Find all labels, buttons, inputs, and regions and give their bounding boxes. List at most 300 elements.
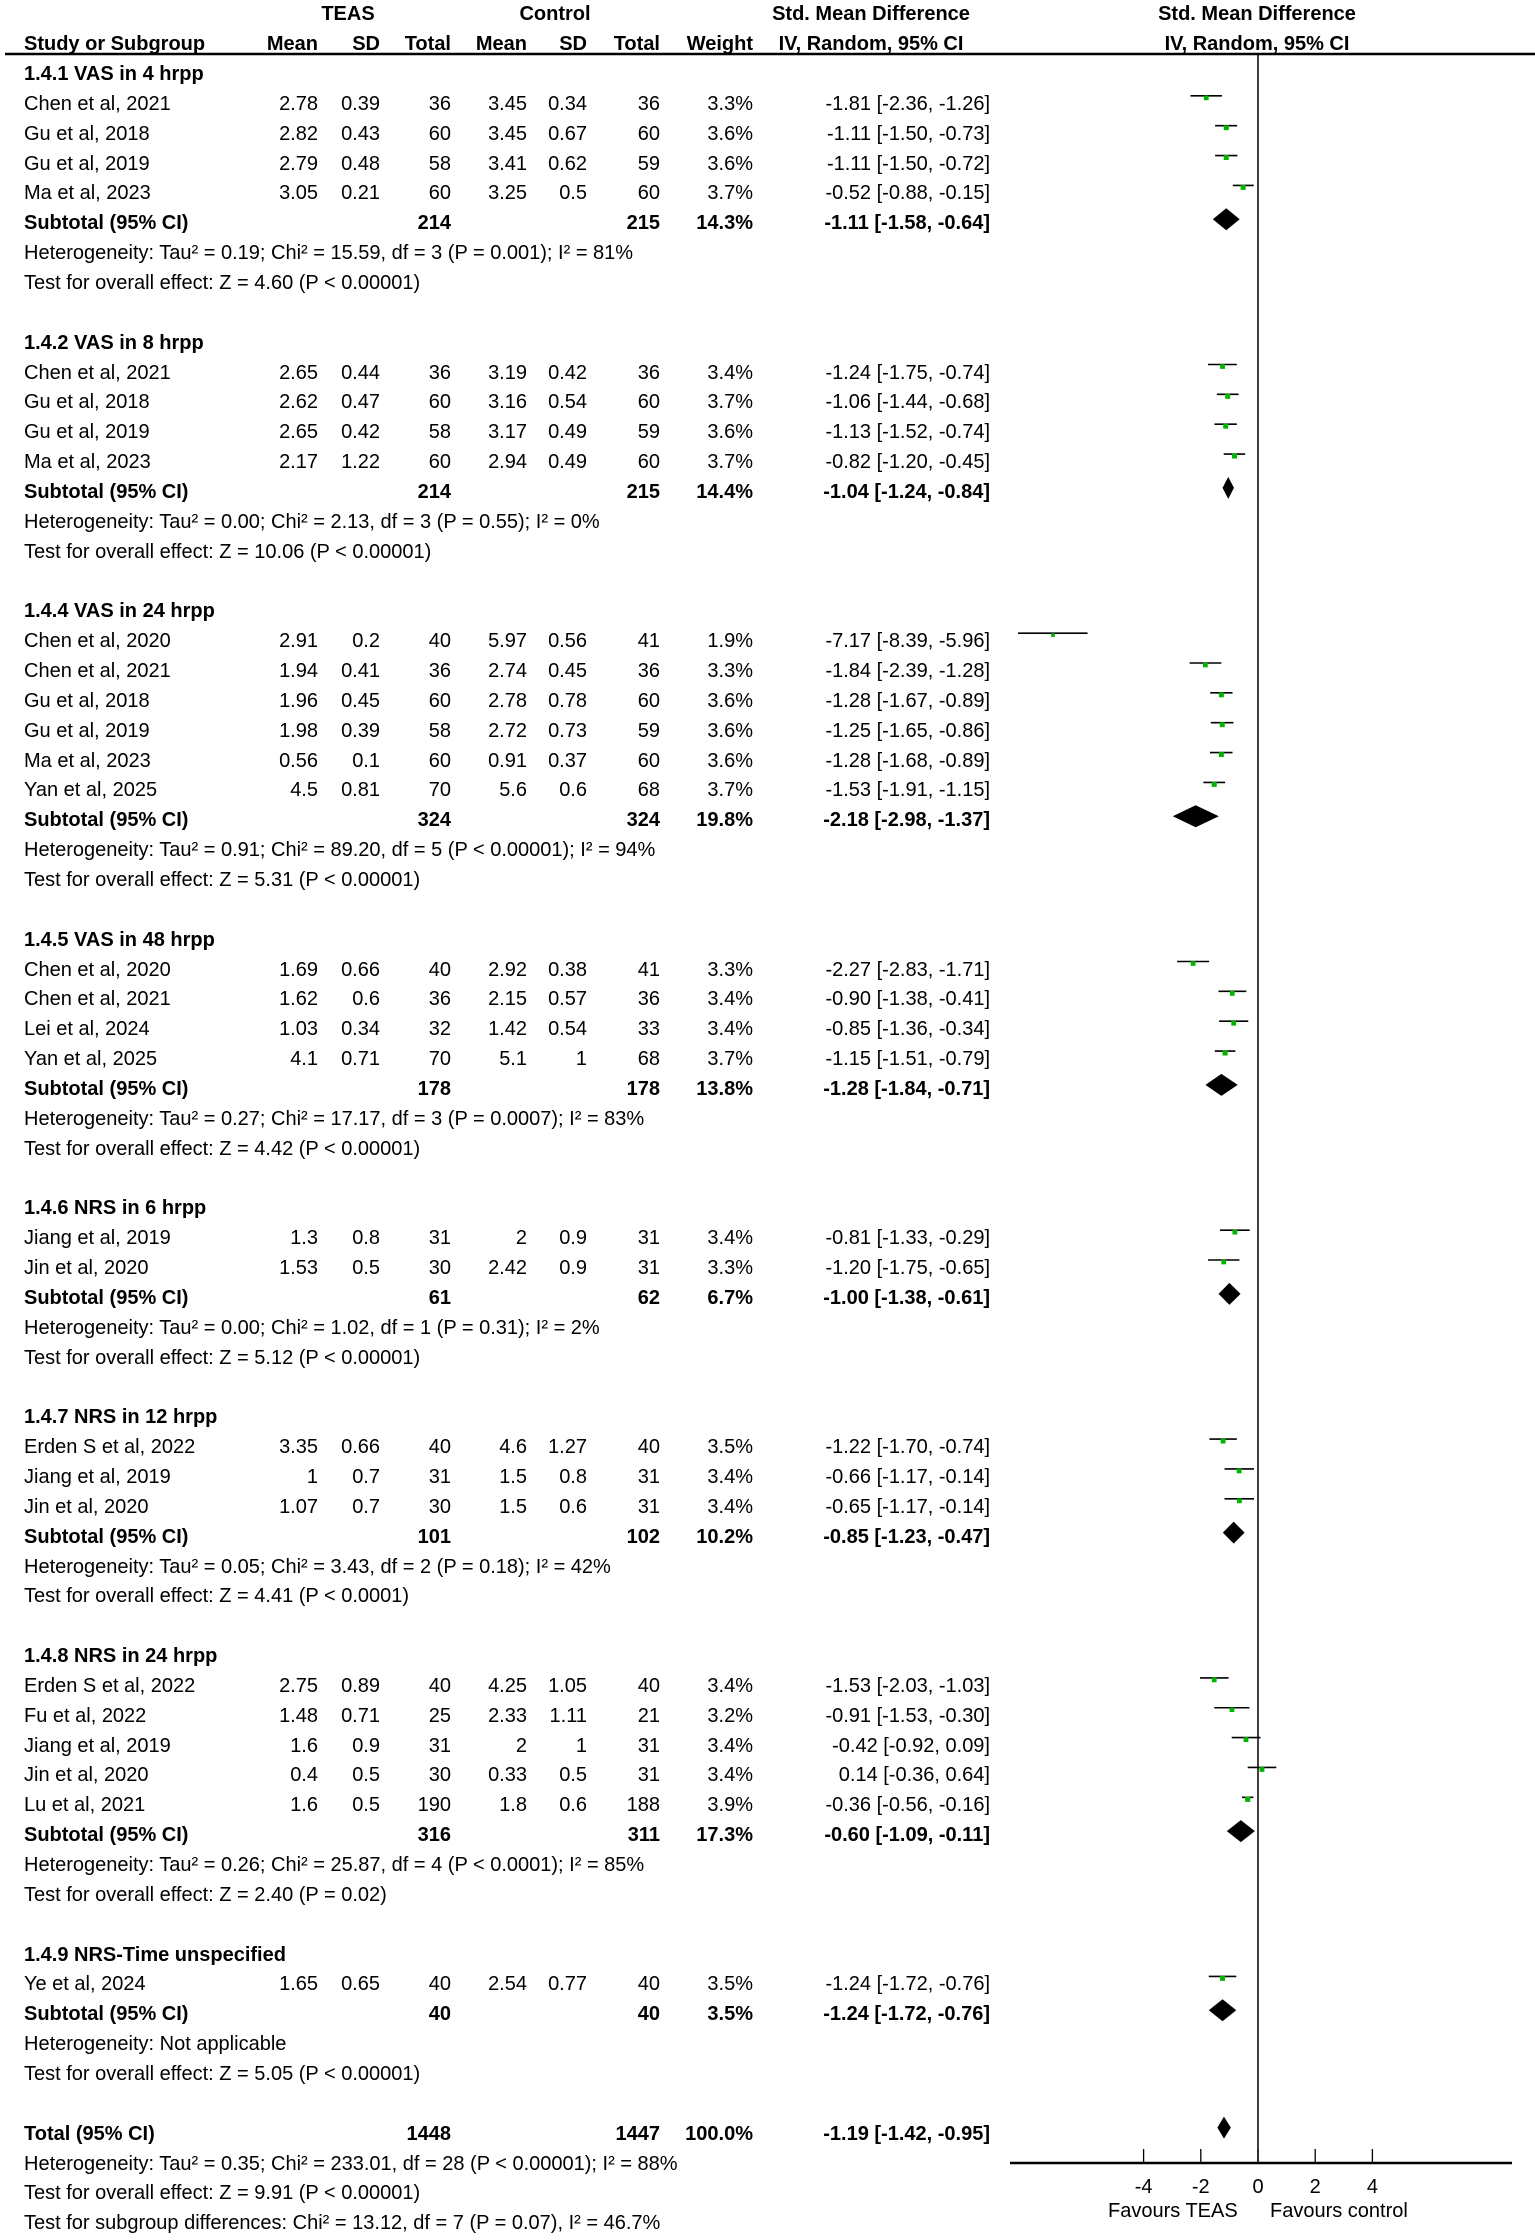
study-ci: 0.14 [-0.36, 0.64] [838, 1764, 990, 1787]
effect-square [1204, 95, 1209, 100]
control-mean: 1.42 [488, 1018, 527, 1041]
subtotal-ci: -1.11 [-1.58, -0.64] [824, 212, 990, 235]
subtotal-control-total: 102 [626, 1525, 660, 1548]
favours-control-label: Favours control [1270, 2200, 1408, 2222]
subgroup-title: 1.4.9 NRS-Time unspecified [24, 1943, 286, 1966]
teas-mean: 1.07 [279, 1495, 318, 1518]
study-ci: -0.91 [-1.53, -0.30] [825, 1704, 990, 1727]
teas-sd: 0.66 [341, 958, 380, 981]
subtotal-control-total: 311 [627, 1824, 660, 1847]
control-sd: 0.9 [559, 1227, 587, 1250]
subtotal-label: Subtotal (95% CI) [24, 212, 189, 235]
teas-total: 60 [428, 122, 451, 145]
study-ci: -1.20 [-1.75, -0.65] [825, 1257, 990, 1279]
teas-sd: 0.7 [352, 1465, 380, 1488]
subtotal-teas-total: 40 [428, 2003, 451, 2026]
control-total: 60 [637, 391, 660, 414]
teas-mean: 3.05 [279, 182, 318, 205]
study-weight: 3.5% [707, 1436, 753, 1459]
control-mean: 2.94 [488, 451, 527, 474]
study-name: Yan et al, 2025 [24, 779, 158, 802]
effect-square [1220, 1976, 1225, 1981]
study-weight: 3.4% [707, 361, 753, 384]
effect-square [1220, 364, 1225, 369]
control-total: 68 [637, 779, 660, 802]
subtotal-weight: 13.8% [696, 1077, 753, 1100]
control-total: 41 [637, 958, 660, 981]
effect-square [1212, 782, 1217, 787]
study-weight: 3.6% [707, 749, 753, 772]
control-sd: 0.49 [548, 451, 587, 474]
control-sd: 0.9 [559, 1257, 587, 1279]
study-ci: -1.84 [-2.39, -1.28] [825, 660, 990, 682]
teas-total: 70 [428, 1048, 451, 1071]
study-ci: -0.90 [-1.38, -0.41] [825, 988, 990, 1011]
header-teas: TEAS [321, 3, 375, 25]
subtotal-weight: 14.3% [696, 212, 753, 235]
teas-total: 30 [428, 1764, 451, 1787]
control-mean: 2.74 [488, 660, 527, 682]
study-name: Lei et al, 2024 [24, 1018, 150, 1041]
teas-sd: 0.39 [341, 92, 380, 115]
control-total: 60 [637, 182, 660, 205]
study-name: Ma et al, 2023 [24, 749, 151, 772]
teas-total: 36 [428, 988, 451, 1011]
study-ci: -1.28 [-1.67, -0.89] [825, 689, 990, 712]
teas-total: 36 [428, 361, 451, 384]
control-sd: 0.45 [548, 660, 587, 682]
study-name: Gu et al, 2019 [24, 421, 150, 444]
effect-square [1241, 185, 1246, 190]
effect-square [1244, 1737, 1249, 1742]
teas-mean: 1.62 [279, 988, 318, 1011]
teas-sd: 0.44 [341, 361, 380, 384]
subtotal-teas-total: 61 [428, 1286, 451, 1309]
study-weight: 3.4% [707, 1734, 753, 1757]
teas-total: 60 [428, 391, 451, 414]
study-name: Jiang et al, 2019 [24, 1734, 171, 1757]
effect-square [1203, 663, 1208, 668]
subtotal-weight: 14.4% [696, 480, 753, 503]
subtotal-teas-total: 324 [417, 809, 451, 832]
heterogeneity-text: Heterogeneity: Tau² = 0.00; Chi² = 1.02, df = 1 (P = 0.31); I² = 2% [24, 1316, 600, 1339]
control-mean: 3.45 [488, 92, 527, 115]
study-ci: -1.13 [-1.52, -0.74] [825, 421, 990, 444]
teas-mean: 2.17 [279, 451, 318, 474]
overall-effect-text: Test for overall effect: Z = 4.60 (P < 0.00001) [24, 271, 421, 294]
study-weight: 1.9% [707, 630, 753, 653]
header-weight: Weight [686, 33, 753, 55]
teas-mean: 1.53 [279, 1257, 318, 1279]
control-total: 60 [637, 689, 660, 712]
control-total: 59 [637, 152, 660, 175]
header-sd-teas: SD [352, 33, 380, 55]
control-sd: 0.8 [559, 1465, 587, 1488]
control-total: 68 [637, 1048, 660, 1071]
control-mean: 2.92 [488, 958, 527, 981]
study-weight: 3.5% [707, 1973, 753, 1996]
study-name: Jiang et al, 2019 [24, 1227, 171, 1250]
study-ci: -1.06 [-1.44, -0.68] [825, 391, 990, 414]
control-total: 36 [637, 660, 660, 682]
study-weight: 3.6% [707, 689, 753, 712]
teas-sd: 0.48 [341, 152, 380, 175]
teas-sd: 0.5 [352, 1794, 380, 1817]
teas-mean: 2.91 [279, 630, 318, 653]
study-name: Fu et al, 2022 [24, 1704, 147, 1727]
subgroup-title: 1.4.5 VAS in 48 hrpp [24, 928, 215, 951]
control-sd: 1.27 [548, 1436, 587, 1459]
study-name: Chen et al, 2021 [24, 660, 171, 682]
effect-square [1223, 1051, 1228, 1056]
header-smd-left: Std. Mean Difference [772, 3, 970, 25]
x-tick-label: -4 [1134, 2176, 1153, 2198]
control-total: 31 [637, 1764, 660, 1787]
study-weight: 3.6% [707, 421, 753, 444]
study-weight: 3.6% [707, 152, 753, 175]
overall-effect-text: Test for overall effect: Z = 5.31 (P < 0.00001) [24, 868, 421, 891]
effect-square [1219, 692, 1224, 697]
subtotal-label: Subtotal (95% CI) [24, 1824, 189, 1847]
control-total: 40 [637, 1973, 660, 1996]
total-weight: 100.0% [685, 2122, 753, 2145]
subtotal-label: Subtotal (95% CI) [24, 1525, 189, 1548]
teas-mean: 2.65 [279, 421, 318, 444]
study-ci: -1.25 [-1.65, -0.86] [825, 719, 990, 742]
teas-total: 31 [428, 1227, 451, 1250]
header-smd-left-sub: IV, Random, 95% CI [778, 33, 964, 55]
control-mean: 0.91 [488, 749, 527, 772]
control-total: 40 [637, 1674, 660, 1697]
control-mean: 2.78 [488, 689, 527, 712]
control-mean: 4.25 [488, 1674, 527, 1697]
control-mean: 2.15 [488, 988, 527, 1011]
teas-total: 60 [428, 451, 451, 474]
teas-sd: 0.43 [341, 122, 380, 145]
study-weight: 3.2% [707, 1704, 753, 1727]
subtotal-diamond [1205, 1074, 1237, 1096]
effect-square [1224, 125, 1229, 130]
control-mean: 5.1 [499, 1048, 527, 1071]
control-sd: 0.34 [548, 92, 587, 115]
subtotal-control-total: 215 [626, 212, 660, 235]
subtotal-ci: -1.00 [-1.38, -0.61] [823, 1286, 990, 1309]
teas-total: 25 [428, 1704, 451, 1727]
study-weight: 3.7% [707, 1048, 753, 1071]
x-tick-label: 4 [1366, 2176, 1378, 2198]
teas-mean: 1.98 [279, 719, 318, 742]
teas-total: 190 [417, 1794, 451, 1817]
study-name: Gu et al, 2019 [24, 719, 150, 742]
favours-teas-label: Favours TEAS [1108, 2200, 1238, 2222]
teas-total: 31 [428, 1465, 451, 1488]
total-teas: 1448 [406, 2122, 451, 2145]
study-name: Ma et al, 2023 [24, 451, 151, 474]
study-ci: -1.11 [-1.50, -0.73] [826, 122, 990, 145]
study-ci: -1.81 [-2.36, -1.26] [825, 92, 990, 115]
control-sd: 0.54 [548, 391, 587, 414]
teas-mean: 3.35 [279, 1436, 318, 1459]
control-mean: 3.17 [488, 421, 527, 444]
study-weight: 3.4% [707, 1674, 753, 1697]
subtotal-diamond [1173, 805, 1219, 827]
header-smd-right: Std. Mean Difference [1158, 3, 1356, 25]
study-name: Chen et al, 2021 [24, 361, 171, 384]
x-tick-label: 2 [1309, 2176, 1321, 2198]
study-ci: -0.65 [-1.17, -0.14] [825, 1495, 990, 1518]
effect-square [1260, 1767, 1265, 1772]
heterogeneity-text: Heterogeneity: Tau² = 0.26; Chi² = 25.87, df = 4 (P < 0.0001); I² = 85% [24, 1854, 645, 1876]
effect-square [1237, 1498, 1242, 1503]
control-total: 36 [637, 988, 660, 1011]
study-weight: 3.7% [707, 391, 753, 414]
control-sd: 0.38 [548, 958, 587, 981]
subtotal-label: Subtotal (95% CI) [24, 2003, 189, 2026]
control-total: 31 [637, 1227, 660, 1250]
overall-effect-text: Test for overall effect: Z = 4.41 (P < 0.0001) [24, 1585, 410, 1608]
effect-square [1237, 1469, 1242, 1474]
control-sd: 1.05 [548, 1674, 587, 1697]
total-heterogeneity: Heterogeneity: Tau² = 0.35; Chi² = 233.01, df = 28 (P < 0.00001); I² = 88% [24, 2152, 678, 2175]
teas-mean: 1 [306, 1465, 318, 1488]
teas-total: 58 [428, 421, 451, 444]
subtotal-diamond [1227, 1820, 1255, 1842]
control-total: 41 [637, 630, 660, 653]
study-name: Chen et al, 2020 [24, 958, 171, 981]
control-sd: 1 [575, 1734, 587, 1757]
teas-total: 60 [428, 182, 451, 205]
control-mean: 5.97 [488, 630, 527, 653]
heterogeneity-text: Heterogeneity: Tau² = 0.00; Chi² = 2.13, df = 3 (P = 0.55); I² = 0% [24, 510, 600, 533]
study-ci: -1.24 [-1.72, -0.76] [825, 1973, 990, 1996]
study-weight: 3.4% [707, 1465, 753, 1488]
header-total-teas: Total [404, 33, 451, 55]
subtotal-ci: -0.85 [-1.23, -0.47] [823, 1525, 990, 1548]
study-weight: 3.9% [707, 1794, 753, 1817]
teas-sd: 0.5 [352, 1764, 380, 1787]
control-total: 33 [637, 1018, 660, 1041]
teas-total: 70 [428, 779, 451, 802]
control-mean: 1.8 [499, 1794, 527, 1817]
teas-total: 60 [428, 749, 451, 772]
teas-sd: 0.66 [341, 1436, 380, 1459]
heterogeneity-text: Heterogeneity: Tau² = 0.19; Chi² = 15.59, df = 3 (P = 0.001); I² = 81% [24, 242, 634, 265]
effect-square [1219, 752, 1224, 757]
subgroup-title: 1.4.4 VAS in 24 hrpp [24, 600, 215, 623]
subgroup-differences: Test for subgroup differences: Chi² = 13.12, df = 7 (P = 0.07), I² = 46.7% [24, 2212, 661, 2235]
subtotal-weight: 17.3% [696, 1824, 753, 1847]
header-control: Control [519, 3, 591, 25]
header-mean-control: Mean [475, 33, 527, 55]
study-name: Ye et al, 2024 [24, 1973, 146, 1996]
effect-square [1221, 1260, 1226, 1265]
effect-square [1212, 1678, 1217, 1683]
study-ci: -0.36 [-0.56, -0.16] [825, 1794, 990, 1817]
teas-mean: 2.78 [279, 92, 318, 115]
effect-square [1230, 991, 1235, 996]
teas-total: 58 [428, 152, 451, 175]
heterogeneity-text: Heterogeneity: Tau² = 0.05; Chi² = 3.43, df = 2 (P = 0.18); I² = 42% [24, 1555, 611, 1578]
teas-mean: 1.6 [290, 1734, 318, 1757]
subtotal-teas-total: 214 [417, 480, 451, 503]
teas-mean: 0.56 [279, 749, 318, 772]
control-mean: 3.16 [488, 391, 527, 414]
study-name: Chen et al, 2020 [24, 630, 171, 653]
teas-sd: 0.34 [341, 1018, 380, 1041]
teas-mean: 2.75 [279, 1674, 318, 1697]
teas-mean: 1.6 [290, 1794, 318, 1817]
control-total: 60 [637, 122, 660, 145]
control-sd: 1 [575, 1048, 587, 1071]
heterogeneity-text: Heterogeneity: Tau² = 0.27; Chi² = 17.17, df = 3 (P = 0.0007); I² = 83% [24, 1107, 645, 1130]
header-study: Study or Subgroup [24, 33, 206, 55]
header-smd-right-sub: IV, Random, 95% CI [1164, 33, 1350, 55]
study-ci: -0.66 [-1.17, -0.14] [825, 1465, 990, 1488]
teas-mean: 4.1 [290, 1048, 318, 1071]
study-ci: -7.17 [-8.39, -5.96] [825, 630, 990, 653]
teas-sd: 0.8 [352, 1227, 380, 1250]
effect-square [1245, 1797, 1250, 1802]
control-sd: 0.57 [548, 988, 587, 1011]
control-mean: 0.33 [488, 1764, 527, 1787]
control-total: 31 [637, 1257, 660, 1279]
study-weight: 3.7% [707, 182, 753, 205]
control-mean: 3.41 [488, 152, 527, 175]
study-name: Lu et al, 2021 [24, 1794, 146, 1817]
subtotal-label: Subtotal (95% CI) [24, 1286, 189, 1309]
subgroup-title: 1.4.7 NRS in 12 hrpp [24, 1406, 218, 1429]
overall-effect-text: Test for overall effect: Z = 5.05 (P < 0.00001) [24, 2062, 421, 2085]
effect-square [1232, 1230, 1237, 1235]
subtotal-weight: 3.5% [707, 2003, 753, 2026]
control-mean: 2.54 [488, 1973, 527, 1996]
x-tick-label: -2 [1191, 2176, 1210, 2198]
subtotal-control-total: 62 [637, 1286, 660, 1309]
teas-sd: 0.5 [352, 1257, 380, 1279]
study-name: Yan et al, 2025 [24, 1048, 158, 1071]
study-ci: -1.22 [-1.70, -0.74] [825, 1436, 990, 1459]
control-total: 36 [637, 92, 660, 115]
subtotal-control-total: 178 [626, 1077, 660, 1100]
control-total: 31 [637, 1465, 660, 1488]
total-control: 1447 [615, 2122, 660, 2145]
subtotal-label: Subtotal (95% CI) [24, 480, 189, 503]
teas-sd: 0.89 [341, 1674, 380, 1697]
control-total: 31 [637, 1734, 660, 1757]
subtotal-label: Subtotal (95% CI) [24, 1077, 189, 1100]
subtotal-weight: 19.8% [696, 809, 753, 832]
control-sd: 0.54 [548, 1018, 587, 1041]
effect-square [1051, 633, 1055, 637]
subgroup-title: 1.4.6 NRS in 6 hrpp [24, 1197, 207, 1220]
teas-sd: 0.42 [341, 421, 380, 444]
effect-square [1225, 394, 1230, 399]
overall-effect-text: Test for overall effect: Z = 5.12 (P < 0.00001) [24, 1346, 421, 1369]
control-mean: 5.6 [499, 779, 527, 802]
study-name: Jin et al, 2020 [24, 1495, 149, 1518]
study-ci: -1.24 [-1.75, -0.74] [825, 361, 990, 384]
control-total: 21 [637, 1704, 660, 1727]
control-sd: 0.5 [559, 182, 587, 205]
control-mean: 2.42 [488, 1257, 527, 1279]
overall-effect-text: Test for overall effect: Z = 2.40 (P = 0.02) [24, 1883, 387, 1906]
control-total: 31 [637, 1495, 660, 1518]
control-total: 188 [626, 1794, 660, 1817]
control-sd: 0.42 [548, 361, 587, 384]
subtotal-diamond [1223, 1522, 1245, 1544]
teas-sd: 0.41 [341, 660, 380, 682]
study-weight: 3.7% [707, 779, 753, 802]
control-mean: 3.45 [488, 122, 527, 145]
control-total: 60 [637, 749, 660, 772]
control-sd: 0.6 [559, 779, 587, 802]
study-weight: 3.7% [707, 451, 753, 474]
total-overall-effect: Test for overall effect: Z = 9.91 (P < 0.00001) [24, 2182, 421, 2205]
teas-mean: 2.82 [279, 122, 318, 145]
total-ci: -1.19 [-1.42, -0.95] [823, 2122, 990, 2145]
teas-sd: 0.71 [341, 1048, 380, 1071]
effect-square [1230, 1707, 1235, 1712]
heterogeneity-text: Heterogeneity: Tau² = 0.91; Chi² = 89.20, df = 5 (P < 0.00001); I² = 94% [24, 839, 656, 862]
teas-mean: 0.4 [290, 1764, 318, 1787]
subtotal-ci: -1.28 [-1.84, -0.71] [823, 1077, 990, 1100]
subtotal-weight: 10.2% [696, 1525, 753, 1548]
control-total: 59 [637, 421, 660, 444]
study-weight: 3.6% [707, 122, 753, 145]
control-sd: 1.11 [549, 1704, 587, 1727]
study-name: Gu et al, 2019 [24, 152, 150, 175]
subgroup-title: 1.4.1 VAS in 4 hrpp [24, 63, 204, 85]
subtotal-weight: 6.7% [707, 1286, 753, 1309]
control-total: 36 [637, 361, 660, 384]
effect-square [1232, 454, 1237, 459]
control-sd: 0.77 [548, 1973, 587, 1996]
teas-sd: 0.81 [341, 779, 380, 802]
control-total: 40 [637, 1436, 660, 1459]
teas-mean: 2.65 [279, 361, 318, 384]
subtotal-diamond [1213, 208, 1240, 230]
study-weight: 3.4% [707, 988, 753, 1011]
study-weight: 3.4% [707, 1227, 753, 1250]
heterogeneity-text: Heterogeneity: Not applicable [24, 2033, 287, 2056]
teas-total: 40 [428, 1973, 451, 1996]
teas-total: 36 [428, 92, 451, 115]
teas-total: 32 [428, 1018, 451, 1041]
subtotal-teas-total: 214 [417, 212, 451, 235]
teas-sd: 0.47 [341, 391, 380, 414]
teas-mean: 1.03 [279, 1018, 318, 1041]
effect-square [1220, 722, 1225, 727]
teas-total: 30 [428, 1257, 451, 1279]
study-weight: 3.4% [707, 1495, 753, 1518]
subtotal-ci: -1.24 [-1.72, -0.76] [823, 2003, 990, 2026]
teas-sd: 0.1 [352, 749, 380, 772]
control-mean: 3.25 [488, 182, 527, 205]
control-mean: 2 [515, 1227, 527, 1250]
subgroup-title: 1.4.8 NRS in 24 hrpp [24, 1645, 218, 1668]
teas-sd: 0.9 [352, 1734, 380, 1757]
teas-sd: 1.22 [341, 451, 380, 474]
subtotal-control-total: 324 [626, 809, 660, 832]
teas-sd: 0.21 [341, 182, 380, 205]
subtotal-label: Subtotal (95% CI) [24, 809, 189, 832]
teas-total: 31 [428, 1734, 451, 1757]
control-mean: 4.6 [499, 1436, 527, 1459]
teas-mean: 1.3 [290, 1227, 318, 1250]
study-weight: 3.3% [707, 660, 753, 682]
subtotal-control-total: 40 [637, 2003, 660, 2026]
teas-total: 40 [428, 1674, 451, 1697]
